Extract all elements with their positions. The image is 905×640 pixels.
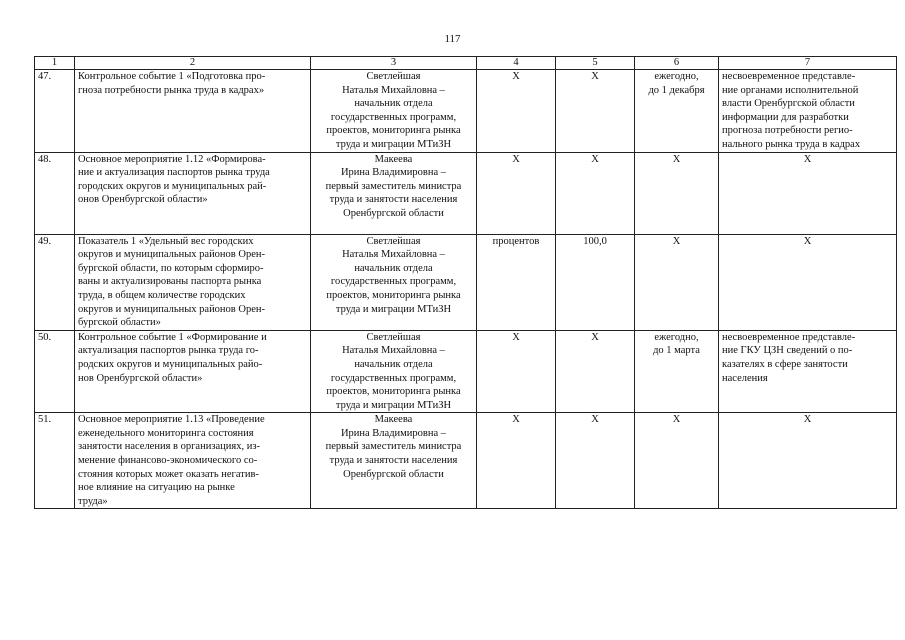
cell-text: округов и муниципальных районов Орен- (78, 303, 265, 315)
unit-cell (477, 152, 556, 234)
cell-text: первый заместитель министра (325, 180, 462, 192)
unit-cell (477, 70, 556, 153)
row-number-cell (35, 413, 75, 509)
unit-cell (477, 234, 556, 330)
cell-text: 51. (38, 414, 52, 426)
cell-text: ние ГКУ ЦЗН сведений о по- (722, 345, 853, 357)
cell-text: начальник отдела (354, 358, 433, 370)
event-name-cell (75, 413, 311, 509)
risk-cell (719, 70, 897, 153)
row-number-cell (35, 234, 75, 330)
cell-text: Х (512, 153, 520, 165)
cell-text: Наталья Михайловна – (342, 345, 445, 357)
cell-text: Наталья Михайловна – (342, 84, 445, 96)
value-cell (556, 413, 635, 509)
cell-text: прогноза потребности регио- (722, 125, 853, 137)
page-number: 117 (444, 33, 461, 45)
cell-text: труда и занятости населения (329, 455, 458, 467)
cell-text: Ирина Владимировна – (340, 427, 447, 439)
deadline-cell (635, 330, 719, 413)
cell-text: еженедельного мониторинга состояния (78, 427, 254, 439)
cell-text: Х (512, 414, 520, 426)
table-row (35, 234, 897, 330)
cell-text: Х (591, 414, 599, 426)
unit-cell (477, 413, 556, 509)
cell-text: актуализация паспортов рынка труда го- (78, 345, 259, 357)
cell-text: труда и миграции МТиЗН (335, 399, 452, 411)
cell-text: Светлейшая (366, 235, 421, 247)
row-number-cell (35, 152, 75, 234)
cell-text: занятости населения в организациях, из- (78, 441, 260, 453)
table-row (35, 152, 897, 234)
cell-text: ежегодно, (654, 71, 699, 82)
cell-text: Контрольное событие 1 «Подготовка про- (78, 71, 266, 82)
cell-text: менение финансово-экономического со- (78, 455, 258, 467)
cell-text: проектов, мониторинга рынка (326, 125, 461, 137)
value-cell (556, 330, 635, 413)
cell-text: 100,0 (583, 235, 607, 247)
table-row (35, 70, 897, 153)
cell-text: Х (803, 414, 812, 426)
cell-text: Наталья Михайловна – (342, 249, 445, 261)
cell-text: нов Оренбургской области» (78, 372, 203, 384)
deadline-cell (635, 70, 719, 153)
cell-text: Х (591, 331, 599, 343)
cell-text: проектов, мониторинга рынка (326, 386, 461, 398)
column-header: 7 (719, 57, 897, 70)
cell-text: труда и миграции МТиЗН (335, 138, 452, 150)
cell-text: Основное мероприятие 1.12 «Формирова- (78, 153, 266, 165)
column-header: 4 (477, 57, 556, 70)
cell-text: несвоевременное представле- (722, 331, 856, 343)
row-number-cell (35, 330, 75, 413)
responsible-cell (311, 330, 477, 413)
unit-cell (477, 330, 556, 413)
column-header: 6 (635, 57, 719, 70)
risk-cell (719, 234, 897, 330)
cell-text: 50. (38, 331, 52, 343)
cell-text: до 1 марта (653, 345, 700, 357)
cell-text: 48. (38, 153, 52, 165)
cell-text: ежегодно, (654, 331, 699, 343)
cell-text: Х (591, 71, 599, 82)
cell-text: Х (672, 153, 681, 165)
cell-text: Х (803, 153, 812, 165)
responsible-cell (311, 152, 477, 234)
cell-text: власти Оренбургской области (722, 98, 855, 110)
cell-text: начальник отдела (354, 262, 433, 274)
cell-text: Светлейшая (366, 71, 421, 82)
event-name-cell (75, 152, 311, 234)
cell-text: Х (672, 235, 681, 247)
cell-text: бургской области» (78, 317, 161, 329)
cell-text: 47. (38, 71, 52, 82)
cell-text: труда и занятости населения (329, 194, 458, 206)
column-header: 2 (75, 57, 311, 70)
row-number-cell (35, 70, 75, 153)
cell-text: населения (722, 372, 768, 384)
event-name-cell (75, 330, 311, 413)
cell-text: Х (512, 331, 520, 343)
column-header: 3 (311, 57, 477, 70)
cell-text: информации для разработки (722, 111, 849, 123)
cell-text: государственных программ, (330, 372, 457, 384)
cell-text: Макеева (374, 414, 413, 426)
cell-text: труда, в общем количестве городских (78, 289, 246, 301)
plan-table (34, 56, 897, 509)
cell-text: Оренбургской области (343, 468, 444, 480)
cell-text: родских округов и муниципальных райо- (78, 358, 263, 370)
cell-text: ние органами исполнительной (722, 84, 859, 96)
cell-text: Контрольное событие 1 «Формирование и (78, 331, 267, 343)
deadline-cell (635, 152, 719, 234)
cell-text: государственных программ, (330, 111, 457, 123)
responsible-cell (311, 234, 477, 330)
deadline-cell (635, 234, 719, 330)
value-cell (556, 234, 635, 330)
column-header: 5 (556, 57, 635, 70)
risk-cell (719, 413, 897, 509)
cell-text: Ирина Владимировна – (340, 167, 447, 179)
cell-text: округов и муниципальных районов Орен- (78, 249, 265, 261)
cell-text: гноза потребности рынка труда в кадрах» (78, 84, 265, 96)
event-name-cell (75, 70, 311, 153)
cell-text: ние и актуализация паспортов рынка труда (78, 167, 270, 179)
cell-text: бургской области, по которым сформиро- (78, 262, 264, 274)
cell-text: ваны и актуализированы паспорта рынка (78, 276, 262, 288)
cell-text: 49. (38, 235, 52, 247)
risk-cell (719, 330, 897, 413)
cell-text: до 1 декабря (648, 84, 705, 96)
value-cell (556, 152, 635, 234)
cell-text: казателях в сфере занятости (722, 358, 848, 370)
cell-text: Х (803, 235, 812, 247)
responsible-cell (311, 413, 477, 509)
cell-text: Х (672, 414, 681, 426)
cell-text: труда и миграции МТиЗН (335, 303, 452, 315)
cell-text: несвоевременное представле- (722, 71, 856, 82)
value-cell (556, 70, 635, 153)
table-row (35, 330, 897, 413)
cell-text: Оренбургской области (343, 207, 444, 219)
cell-text: нального рынка труда в кадрах (722, 138, 861, 150)
cell-text: онов Оренбургской области» (78, 194, 208, 206)
cell-text: Светлейшая (366, 331, 421, 343)
cell-text: Х (591, 153, 599, 165)
cell-text: первый заместитель министра (325, 441, 462, 453)
cell-text: Основное мероприятие 1.13 «Проведение (78, 414, 265, 426)
cell-text: государственных программ, (330, 276, 457, 288)
cell-text: процентов (492, 235, 540, 247)
responsible-cell (311, 70, 477, 153)
cell-text: Х (512, 71, 520, 82)
table-row (35, 413, 897, 509)
column-header: 1 (35, 57, 75, 70)
cell-text: начальник отдела (354, 98, 433, 110)
cell-text: городских округов и муниципальных рай- (78, 180, 267, 192)
cell-text: Показатель 1 «Удельный вес городских (78, 235, 254, 247)
cell-text: Макеева (374, 153, 413, 165)
cell-text: проектов, мониторинга рынка (326, 289, 461, 301)
risk-cell (719, 152, 897, 234)
event-name-cell (75, 234, 311, 330)
deadline-cell (635, 413, 719, 509)
cell-text: стояния которых может оказать негатив- (78, 468, 259, 480)
cell-text: ное влияние на ситуацию на рынке (78, 482, 235, 494)
cell-text: труда» (78, 495, 108, 507)
table-header-row (35, 57, 897, 70)
